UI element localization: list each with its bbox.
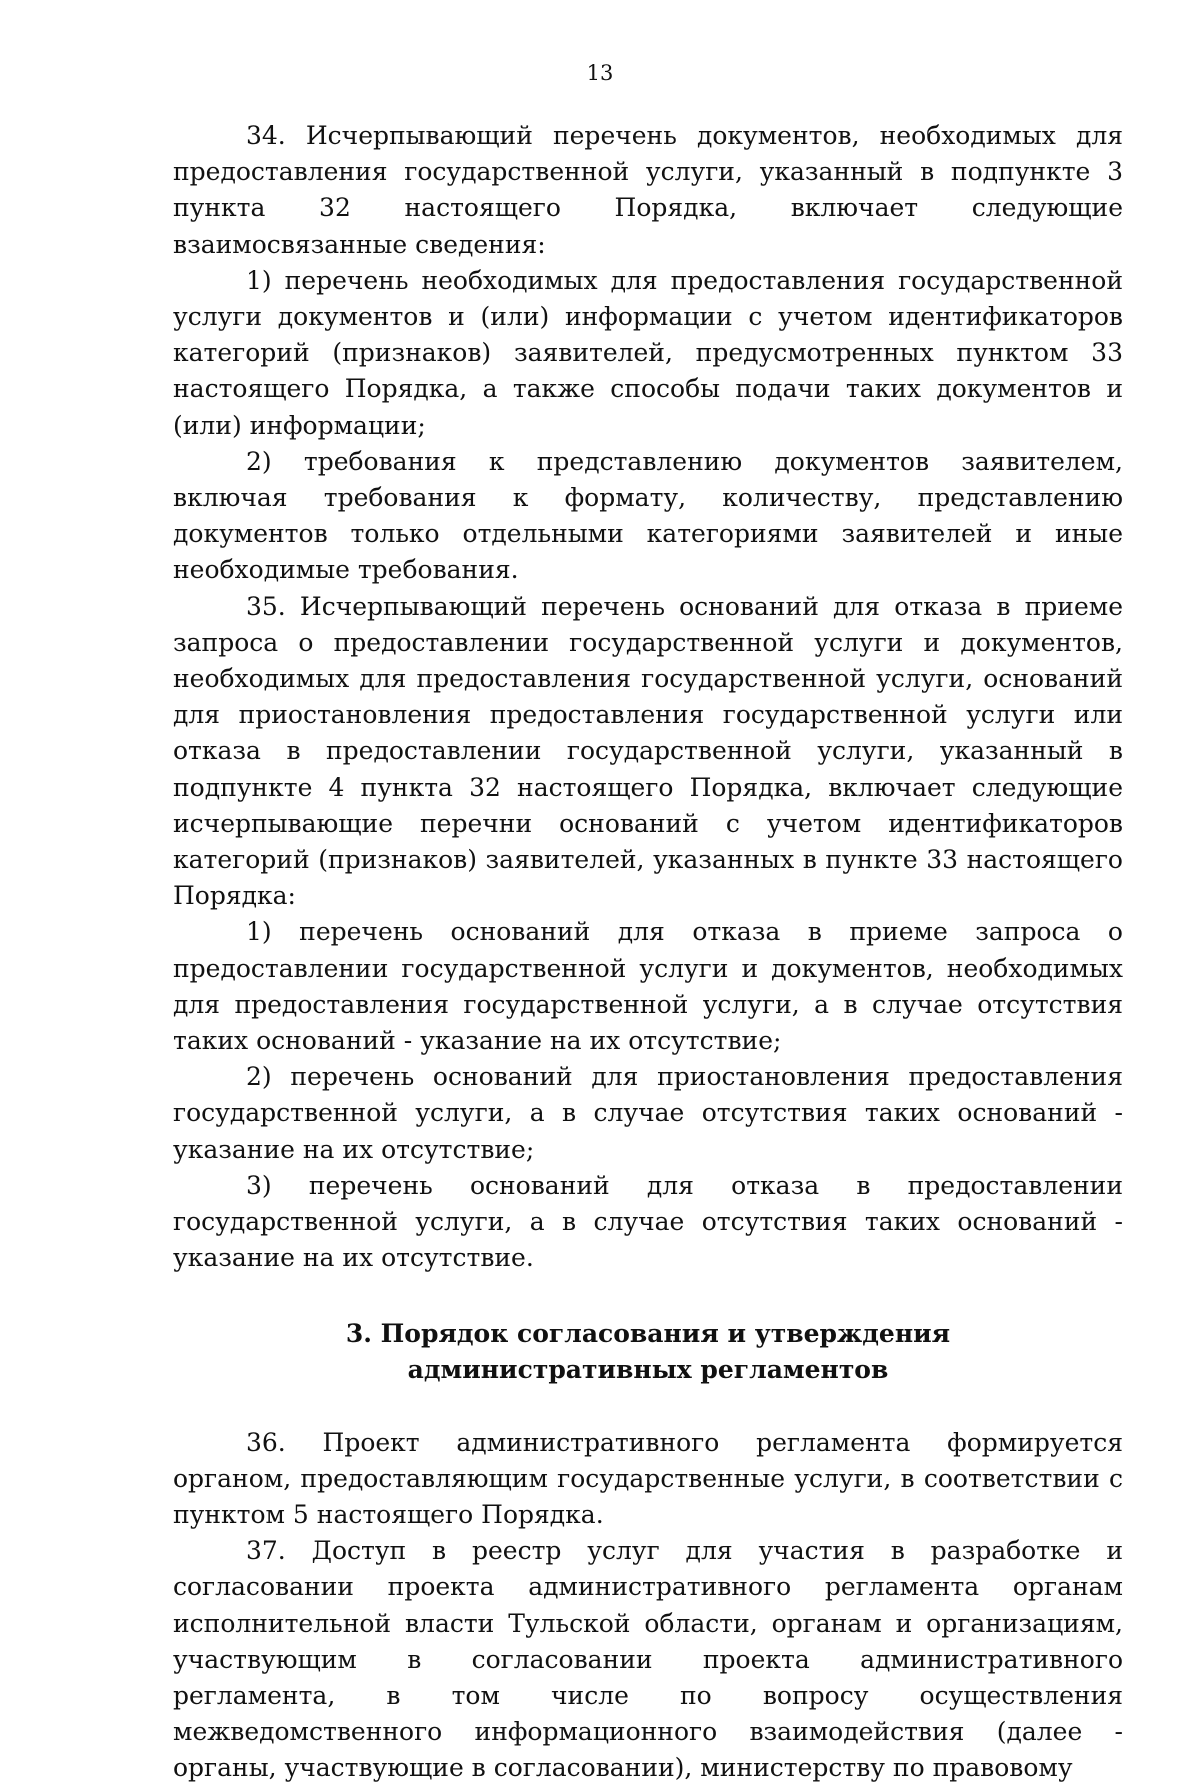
paragraph-34-item-2: 2) требования к представлению документов заявителем, включая требования к формату, количеству, представлению документов только отдельными категориями заявителей и иные необходимые требования. xyxy=(173,446,1123,585)
paragraph-36: 36. Проект административного регламента формируется органом, предоставляющим государственные услуги, в соответствии с пунктом 5 настоящего Порядка. xyxy=(173,1427,1123,1529)
paragraph-35-item-2: 2) перечень оснований для приостановления предоставления государственной услуги, а в случае отсутствия таких оснований - указание на их отсутствие; xyxy=(173,1062,1123,1164)
section-heading-line-2: административных регламентов xyxy=(407,1354,889,1384)
paragraph-35-item-3: 3) перечень оснований для отказа в предоставлении государственной услуги, а в случае отсутствия таких оснований - указание на их отсутствие. xyxy=(173,1170,1123,1273)
page-number: 13 xyxy=(586,61,614,85)
paragraph-37: 37. Доступ в реестр услуг для участия в разработке и согласовании проекта административного регламента органам исполнительной власти Тульской области, органам и организациям, участвующим в согласовании проекта административного регламента, в том числе по вопросу осуществления межведомственного информационного взаимодействия (далее - органы, участвующие в согласовании), министерству по правовому xyxy=(173,1536,1123,1783)
paragraph-35-item-1: 1) перечень оснований для отказа в приеме запроса о предоставлении государственной услуги и документов, необходимых для предоставления государственной услуги, а в случае отсутствия таких оснований - указание на их отсутствие; xyxy=(173,917,1123,1056)
section-heading-line-1: 3. Порядок согласования и утверждения xyxy=(345,1318,951,1348)
section-heading xyxy=(173,1316,1123,1388)
paragraph-34-item-1: 1) перечень необходимых для предоставления государственной услуги документов и (или) информации с учетом идентификаторов категорий (признаков) заявителей, предусмотренных пунктом 33 настоящего Порядка, а также способы подачи таких документов и (или) информации; xyxy=(173,265,1123,440)
document-body xyxy=(173,118,1123,1787)
paragraph-35: 35. Исчерпывающий перечень оснований для отказа в приеме запроса о предоставлении государственной услуги и документов, необходимых для предоставления государственной услуги, оснований для приостановления предоставления государственной услуги или отказа в предоставлении государственной услуги, указанный в подпункте 4 пункта 32 настоящего Порядка, включает следующие исчерпывающие перечни оснований с учетом идентификаторов категорий (признаков) заявителей, указанных в пункте 33 настоящего Порядка: xyxy=(173,591,1123,911)
paragraph-34: 34. Исчерпывающий перечень документов, необходимых для предоставления государственной услуги, указанный в подпункте 3 пункта 32 настоящего Порядка, включает следующие взаимосвязанные сведения: xyxy=(173,121,1123,259)
